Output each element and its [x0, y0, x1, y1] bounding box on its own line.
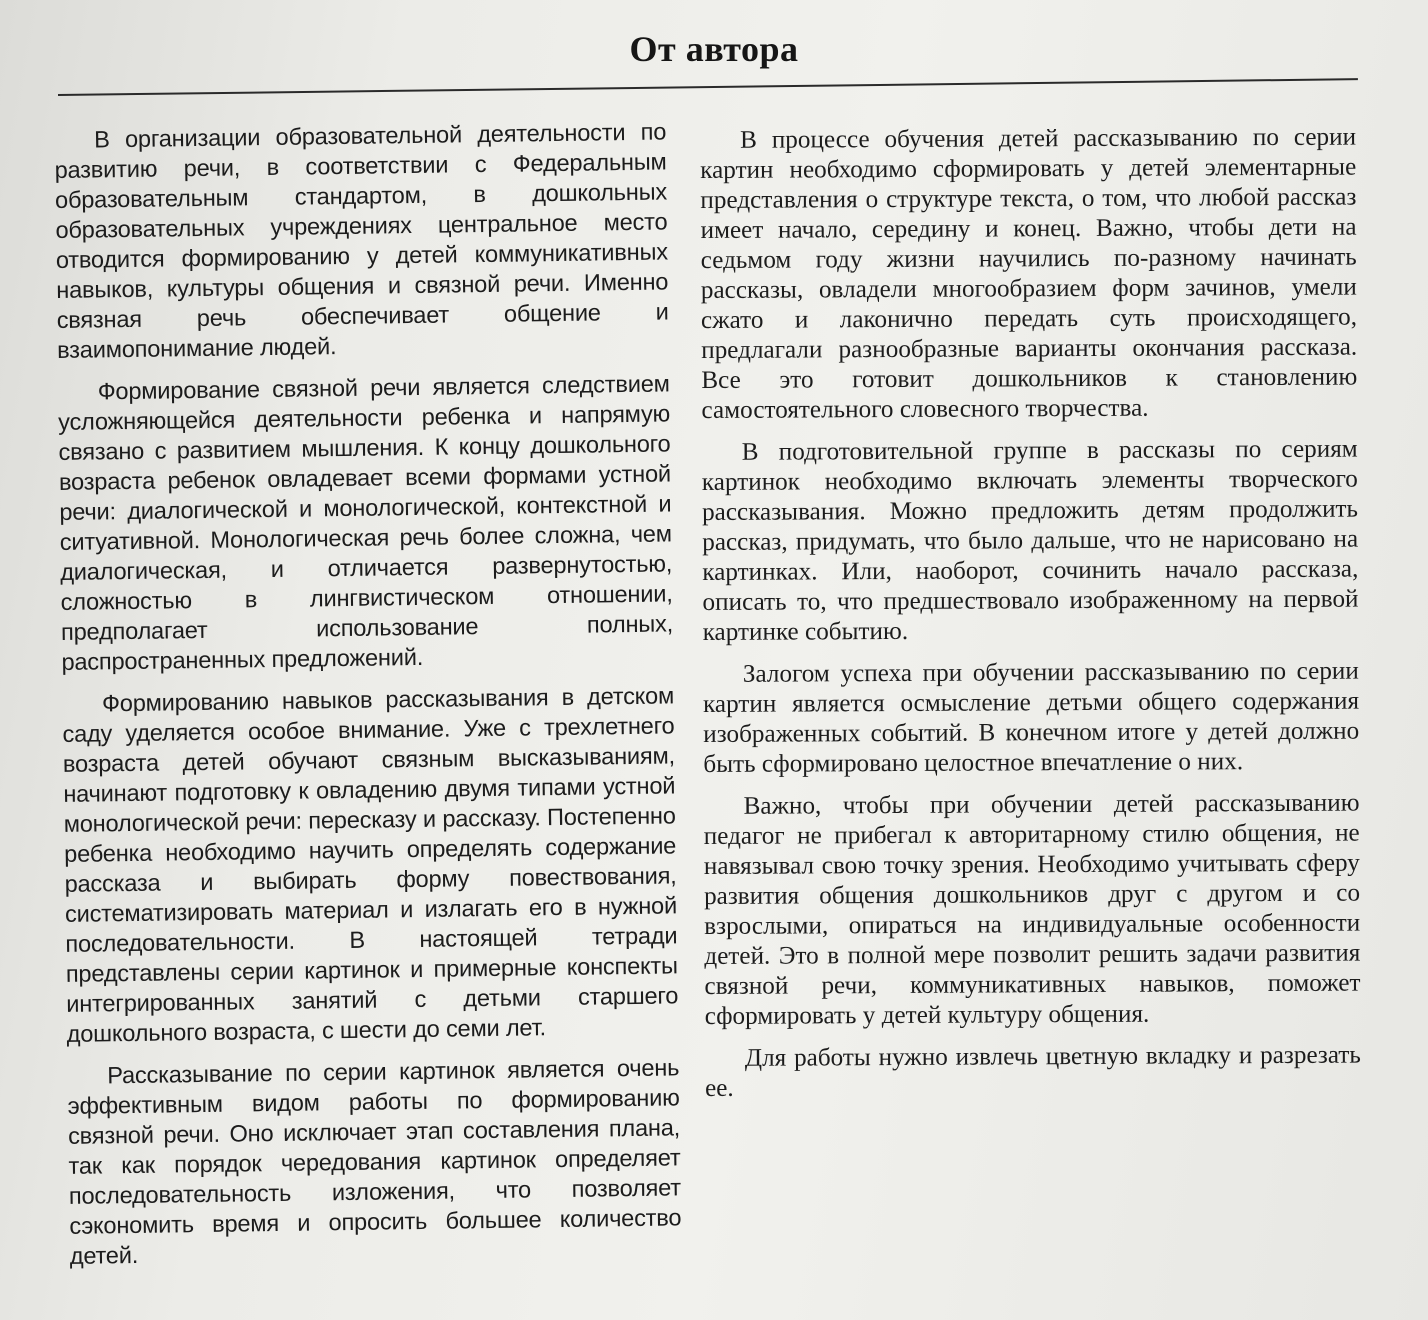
- page-title: От автора: [629, 29, 799, 69]
- title-rule: [58, 78, 1358, 96]
- paragraph: В подготовительной группе в рассказы по сериям картинок необходимо включать элементы творческого рассказывания. Можно предложить детям продолжить рассказ, придумать, что было дальше, что не нарисовано на картинках. Или, наоборот, сочинить начало рассказа, описать то, что предшествовало изображенному на первой картинке событию.: [701, 435, 1359, 646]
- paragraph: Важно, чтобы при обучении детей рассказыванию педагог не прибегал к авторитарному стилю общения, не навязывал свою точку зрения. Необходимо учитывать сферу развития общения дошкольников друг с другом и со взрослыми, опираться на индивидуальные особенности детей. Это в полной мере позволит решить задачи развития связной речи, коммуникативных навыков, поможет сформировать у детей культуру общения.: [703, 789, 1361, 1030]
- paragraph: Формированию навыков рассказывания в детском саду уделяется особое внимание. Уже с трехлетнего возраста детей обучают связным высказываниям, начинают подготовку к овладению двумя типами устной монологической речи: пересказу и рассказу. Постепенно ребенка необходимо научить определять содержание рассказа и выбирать форму повествования, систематизировать материал и излагать его в нужной последовательности. В настоящей тетради представлены серии картинок и примерные конспекты интегрированных занятий с детьми старшего дошкольного возраста, с шести до семи лет.: [62, 683, 679, 1048]
- paragraph: Формирование связной речи является следствием усложняющейся деятельности ребенка и напрямую связано с развитием мышления. К концу дошкольного возраста ребенок овладевает всеми формами устной речи: диалогической и монологической, контекстной и ситуативной. Монологическая речь более сложна, чем диалогическая, и отличается развернутостью, сложностью в лингвистическом отношении, предполагает использование полных, распространенных предложений.: [57, 371, 674, 676]
- paragraph: В процессе обучения детей рассказыванию по серии картин необходимо сформировать у детей элементарные представления о структуре текста, о том, что любой рассказ имеет начало, середину и конец. Важно, чтобы дети на седьмом году жизни научились по-разному начинать рассказы, овладели многообразием форм зачинов, умели сжато и лаконично передать суть происходящего, предлагали разнообразные варианты окончания рассказа. Все это готовит дошкольников к становлению самостоятельного словесного творчества.: [700, 123, 1358, 424]
- paragraph: Для работы нужно извлечь цветную вкладку и разрезать ее.: [704, 1041, 1361, 1102]
- paragraph: Залогом успеха при обучении рассказыванию по серии картин является осмысление детьми общего содержания изображенных событий. В конечном итоге у детей должно быть сформировано целостное впечатление о них.: [702, 657, 1360, 778]
- paragraph: Рассказывание по серии картинок является очень эффективным видом работы по формированию связной речи. Оно исключает этап составления плана, так как порядок чередования картинок определяет последовательность изложения, что позволяет сэкономить время и опросить большее количество детей.: [67, 1055, 682, 1270]
- left-column: [54, 117, 682, 1283]
- right-column: [700, 123, 1361, 1116]
- paragraph: В организации образовательной деятельности по развитию речи, в соответствии с Федеральным образовательным стандартом, в дошкольных образовательных учреждениях центральное место отводится формированию у детей коммуникативных навыков, культуры общения и связной речи. Именно связная речь обеспечивает общение и взаимопонимание людей.: [54, 119, 669, 364]
